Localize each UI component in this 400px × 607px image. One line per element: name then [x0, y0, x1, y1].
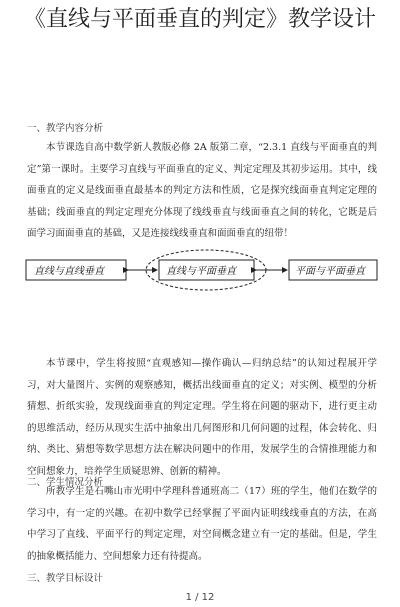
paragraph-content-analysis	[27, 137, 377, 245]
paragraph-learning-process	[27, 353, 377, 483]
section-heading-content-analysis: 一、教学内容分析	[27, 123, 104, 134]
section-heading-student-analysis: 二、学生情况分析	[27, 477, 104, 488]
paragraph-student-analysis	[27, 481, 377, 567]
paragraph-text: 本节课中，学生将按照“直观感知—操作确认—归纳总结”的认知过程展开学习，对大量图片、实例的观察感知，概括出线面垂直的定义；对实例、模型的分析猜想、折纸实验，发现线面垂直的判定定理。学生将在问题的驱动下，进行更主动的思维活动，经历从现实生活中抽象出几何图形和几何问题的过程，体会转化、归纳、类比、猜想等数学思想方法在解决问题中的作用，发展学生的合情推理能力和空间想象力，培养学生质疑思辨、创新的精神。	[27, 358, 377, 477]
concept-diagram	[24, 248, 380, 294]
page-number: 1 / 12	[185, 592, 215, 603]
box-plane-plane-label: 平面与平面垂直	[295, 266, 365, 277]
document-title: 《直线与平面垂直的判定》教学设计	[23, 7, 376, 32]
paragraph-text: 本节课选自高中数学新人教版必修 2A 版第二章，“2.3.1 直线与平面垂直的判定”第一课时。主要学习直线与平面垂直的定义、判定定理及其初步运用。其中，线面垂直的定义是线面垂直最基本的判定方法和性质，它是探究线面垂直判定定理的基础；线面垂直的判定定理充分体现了线线垂直与线面垂直之间的转化，它既是后面学习面面垂直的基础，又是连接线线垂直和面面垂直的纽带！	[27, 142, 377, 240]
paragraph-text: 所教学生是石嘴山市光明中学理科普通班高二（17）班的学生，他们在数学的学习中，有一定的兴趣。在初中数学已经掌握了平面内证明线线垂直的方法，在高中学习了直线、平面平行的判定定理，对空间概念建立有一定的基础。但是，学生的抽象概括能力、空间想象力还有待提高。	[27, 486, 377, 562]
section-heading-teaching-goals: 三、教学目标设计	[27, 573, 104, 584]
box-line-line-label: 直线与直线垂直	[34, 266, 104, 277]
box-line-plane-label: 直线与平面垂直	[166, 266, 236, 277]
